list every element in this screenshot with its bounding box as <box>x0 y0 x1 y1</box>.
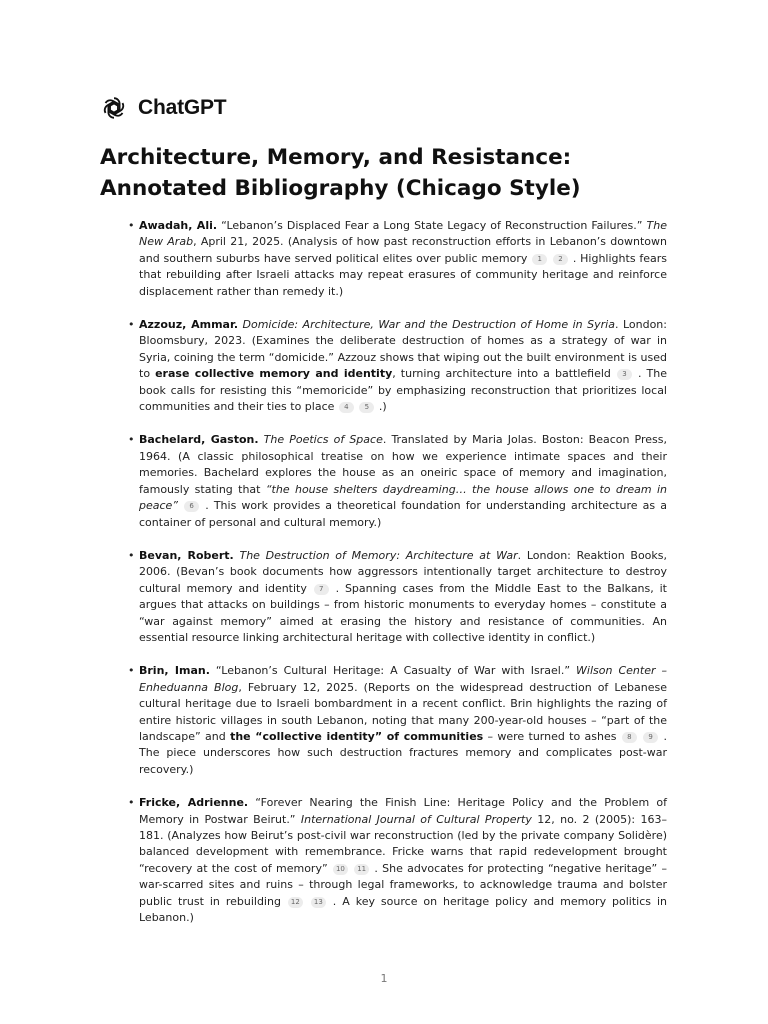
citation-badge[interactable]: 4 <box>339 402 354 413</box>
bibliography-entry-azzouz <box>128 317 667 415</box>
entry-title: The Poetics of Space <box>263 433 383 447</box>
citation-badge[interactable]: 10 <box>333 864 348 875</box>
citation-badge[interactable]: 1 <box>532 254 547 265</box>
citation-badge[interactable]: 2 <box>553 254 568 265</box>
citation-badge[interactable]: 11 <box>354 864 369 875</box>
bibliography-list <box>128 218 667 943</box>
title-line-2: Annotated Bibliography (Chicago Style) <box>100 176 581 201</box>
entry-text: . The book calls for resisting this “memoricide” by emphasizing reconstruction that prioritizes local communities and their ties to place <box>139 367 667 414</box>
page-title <box>100 142 700 204</box>
entry-text: . London: Bloomsbury, 2023. (Examines the deliberate destruction of homes as a strategy of war in Syria, coining the term “domicide.” Azzouz shows that wiping out the built environment is used to <box>139 318 667 381</box>
entry-text: . Spanning cases from the Middle East to the Balkans, it argues that attacks on buildings – from historic monuments to everyday homes – constitute a “war against memory” aimed at erasing the history and resistance of communities. An essential resource linking architectural heritage with collective identity in conflict.) <box>139 581 667 644</box>
entry-quote: “the house shelters daydreaming… the house allows one to dream in peace” <box>139 482 668 513</box>
entry-title: The New Arab <box>139 219 668 249</box>
entry-text: . This work provides a theoretical foundation for understanding architecture as a container of personal and cultural memory.) <box>139 499 667 529</box>
citation-badge[interactable]: 13 <box>311 897 326 908</box>
page-number: 1 <box>380 972 388 985</box>
entry-author: Bevan, Robert. <box>139 548 234 562</box>
entry-text: 12, no. 2 (2005): 163–181. (Analyzes how Beirut’s post-civil war reconstruction (led by the private company Solidère) balanced development with remembrance. Fricke warns that rapid redevelopment brought “recovery at the cost of memory” <box>139 812 667 875</box>
brand-header <box>100 94 226 122</box>
entry-author: Bachelard, Gaston. <box>139 433 259 447</box>
entry-text: – were turned to ashes <box>483 729 621 743</box>
bullet: • <box>128 318 135 332</box>
entry-text: . She advocates for protecting “negative heritage” – war-scarred sites and ruins – through legal frameworks, to acknowledge trauma and bolster public trust in rebuilding <box>139 861 667 908</box>
citation-badge[interactable]: 3 <box>617 369 632 380</box>
entry-text: , April 21, 2025. (Analysis of how past reconstruction efforts in Lebanon’s downtown and southern suburbs have served political elites over public memory <box>139 235 668 265</box>
entry-title: The Destruction of Memory: Architecture at War <box>239 548 518 562</box>
bibliography-entry-bevan <box>128 548 667 646</box>
citation-badge[interactable]: 12 <box>288 897 303 908</box>
bibliography-entry-brin <box>128 663 667 778</box>
entry-emphasis: the “collective identity” of communities <box>230 729 484 743</box>
bullet: • <box>128 219 135 232</box>
entry-text: , turning architecture into a battlefield <box>392 367 616 381</box>
entry-author: Brin, Iman. <box>139 664 210 678</box>
entry-text: “Lebanon’s Displaced Fear a Long State Legacy of Reconstruction Failures.” <box>217 219 647 232</box>
bullet: • <box>128 548 135 562</box>
bullet: • <box>128 433 135 447</box>
entry-text: .) <box>375 400 387 414</box>
citation-badge[interactable]: 6 <box>184 501 199 512</box>
entry-text: . Highlights fears that rebuilding after Israeli attacks may repeat erasures of community heritage and reinforce displacement rather than remedy it.) <box>139 251 668 298</box>
bibliography-entry-fricke <box>128 795 667 926</box>
citation-badge[interactable]: 7 <box>314 584 329 595</box>
entry-text: “Lebanon’s Cultural Heritage: A Casualty of War with Israel.” <box>209 664 577 678</box>
citation-badge[interactable]: 8 <box>622 732 637 743</box>
entry-text: “Forever Nearing the Finish Line: Heritage Policy and the Problem of Memory in Postwar Beirut.” <box>139 796 667 826</box>
entry-author: Fricke, Adrienne. <box>139 796 249 810</box>
bibliography-entry-awadah <box>128 218 667 300</box>
bullet: • <box>128 664 135 678</box>
entry-text: , February 12, 2025. (Reports on the widespread destruction of Lebanese cultural heritage due to Israeli bombardment in a recent conflict. Brin highlights the razing of entire historic villages in south Lebanon, noting that many 200-year-old houses – “part of the landscape” and <box>139 680 667 743</box>
entry-title: Wilson Center – Enheduanna Blog <box>139 664 668 694</box>
bullet: • <box>128 796 135 810</box>
openai-logo-icon <box>100 94 128 122</box>
citation-badge[interactable]: 9 <box>643 732 658 743</box>
entry-text: . A key source on heritage policy and memory politics in Lebanon.) <box>139 894 667 925</box>
brand-name: ChatGPT <box>138 96 227 119</box>
entry-author: Awadah, Ali. <box>139 219 218 232</box>
entry-text: . Translated by Maria Jolas. Boston: Beacon Press, 1964. (A classic philosophical treatise on how we experience intimate spaces and their memories. Bachelard explores the house as an oneiric space of memory and imagination, famously stating that <box>139 433 668 496</box>
citation-badge[interactable]: 5 <box>359 402 374 413</box>
entry-text: . London: Reaktion Books, 2006. (Bevan’s book documents how aggressors intentionally target architecture to destroy cultural memory and identity <box>139 548 668 595</box>
entry-title: International Journal of Cultural Property <box>300 812 532 826</box>
entry-text: . The piece underscores how such destruction fractures memory and complicates post-war recovery.) <box>139 729 667 776</box>
entry-title: Domicide: Architecture, War and the Destruction of Home in Syria <box>242 318 615 332</box>
title-line-1: Architecture, Memory, and Resistance: <box>100 145 572 170</box>
entry-author: Azzouz, Ammar. <box>139 318 239 332</box>
bibliography-entry-bachelard <box>128 432 667 530</box>
entry-emphasis: erase collective memory and identity <box>155 367 393 381</box>
